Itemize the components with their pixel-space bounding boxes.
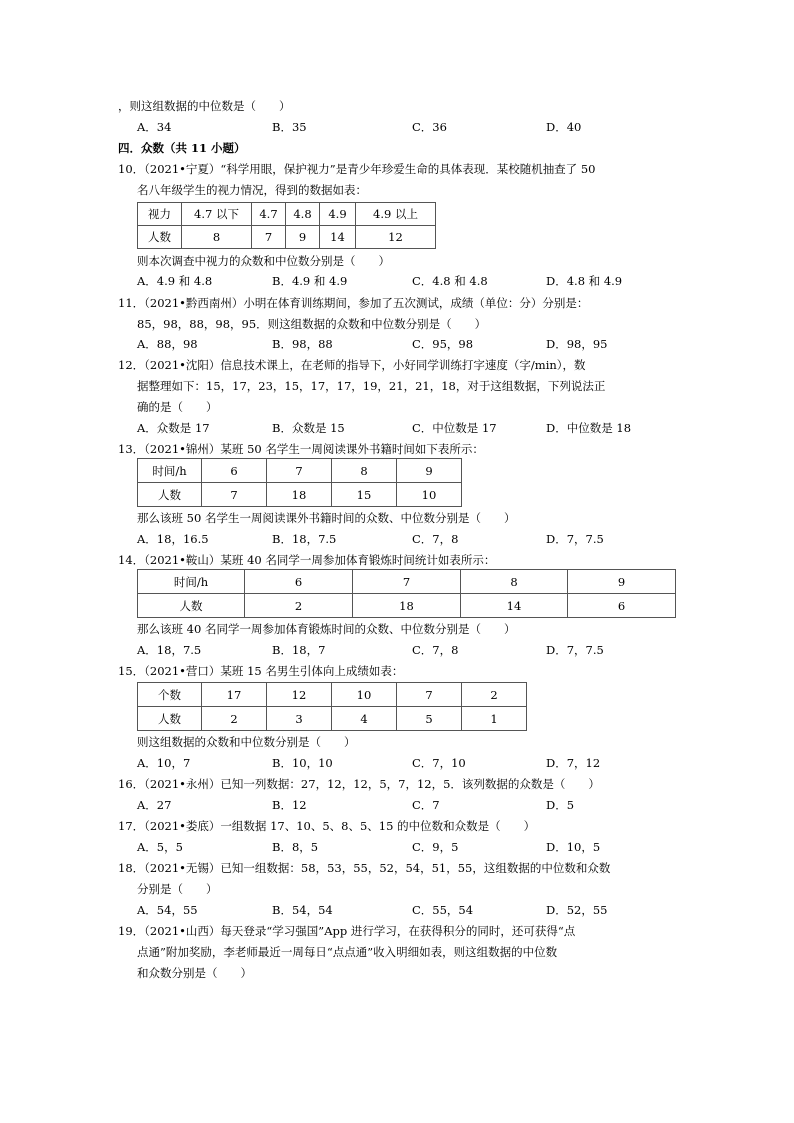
option-c: C．中位数是 17 (412, 421, 497, 435)
q13-table (137, 458, 462, 507)
q18-line2: 分别是（ ） (137, 882, 218, 896)
option-a: A．18，16.5 (137, 532, 209, 546)
q15-line1: 15．（2021•营口）某班 15 名男生引体向上成绩如表： (118, 664, 404, 678)
q12-options (137, 420, 632, 436)
q18-line1: 18．（2021•无锡）已知一组数据：58，53，55，52，54，51，55，这组数据的中位数和众数 (118, 861, 611, 875)
table-cell: 18 (353, 594, 461, 618)
table-cell: 2 (202, 707, 267, 731)
table-cell: 10 (332, 683, 397, 707)
table-cell: 人数 (138, 707, 202, 731)
table-cell: 人数 (138, 226, 182, 249)
option-b: B．众数是 15 (272, 421, 345, 435)
option-c: C．55，54 (412, 903, 474, 917)
table-cell: 3 (267, 707, 332, 731)
option-d: D．7，12 (546, 756, 601, 770)
table-row (138, 226, 436, 249)
option-c: C．7 (412, 798, 440, 812)
table-cell: 7 (252, 226, 286, 249)
table-cell: 人数 (138, 483, 202, 507)
q19-line2: 点通”附加奖励，李老师最近一周每日“点点通”收入明细如表，则这组数据的中位数 (137, 945, 558, 959)
option-d: D．52，55 (546, 903, 608, 917)
table-cell: 时间/h (138, 459, 202, 483)
option-d: D．中位数是 18 (546, 421, 632, 435)
table-cell: 2 (245, 594, 353, 618)
table-cell: 1 (462, 707, 527, 731)
table-cell: 5 (397, 707, 462, 731)
table-cell: 视力 (138, 203, 182, 226)
table-cell: 6 (202, 459, 267, 483)
q14-line1: 14．（2021•鞍山）某班 40 名同学一周参加体育锻炼时间统计如表所示： (118, 553, 496, 567)
table-row (138, 683, 527, 707)
q13-options (137, 531, 604, 547)
option-d: D．7，7.5 (546, 643, 604, 657)
option-a: A．18，7.5 (137, 643, 202, 657)
option-d: D．5 (546, 798, 575, 812)
table-cell: 7 (397, 683, 462, 707)
table-row (138, 483, 462, 507)
table-cell: 时间/h (138, 570, 245, 594)
option-c: C．7，10 (412, 756, 466, 770)
table-cell: 9 (286, 226, 320, 249)
q9-tail-text: ，则这组数据的中位数是（ ） (118, 99, 291, 113)
q14-line2: 那么该班 40 名同学一周参加体育锻炼时间的众数、中位数分别是（ ） (137, 622, 516, 636)
q18-options (137, 902, 608, 918)
q15-line2: 则这组数据的众数和中位数分别是（ ） (137, 735, 356, 749)
table-cell: 17 (202, 683, 267, 707)
table-cell: 14 (461, 594, 568, 618)
table-cell: 2 (462, 683, 527, 707)
table-cell: 12 (356, 226, 436, 249)
table-cell: 7 (267, 459, 332, 483)
section-heading: 四．众数（共 11 小题） (118, 141, 246, 155)
table-cell: 12 (267, 683, 332, 707)
table-row (138, 594, 676, 618)
q11-line1: 11．（2021•黔西南州）小明在体育训练期间，参加了五次测试，成绩（单位：分）分别是： (118, 296, 589, 310)
table-cell: 9 (397, 459, 462, 483)
table-cell: 4.7 以下 (182, 203, 252, 226)
option-b: B．4.9 和 4.9 (272, 274, 348, 288)
q12-line1: 12．（2021•沈阳）信息技术课上，在老师的指导下，小好同学训练打字速度（字/min），数 (118, 358, 586, 372)
option-b: B．8，5 (272, 840, 319, 854)
option-b: B．35 (272, 120, 307, 134)
table-row (138, 203, 436, 226)
option-c: C．7，8 (412, 532, 459, 546)
table-row (138, 707, 527, 731)
q10-line2: 名八年级学生的视力情况，得到的数据如表： (137, 183, 367, 197)
option-a: A．34 (137, 120, 172, 134)
option-a: A．27 (137, 798, 172, 812)
q10-line1: 10．（2021•宁夏）“科学用眼，保护视力”是青少年珍爱生命的具体表现．某校随机抽查了 50 (118, 162, 596, 176)
table-cell: 个数 (138, 683, 202, 707)
option-a: A．4.9 和 4.8 (137, 274, 213, 288)
q10-options (137, 273, 623, 289)
q17-line1: 17．（2021•娄底）一组数据 17、10、5、8、5、15 的中位数和众数是（ ） (118, 819, 536, 833)
option-d: D．98，95 (546, 337, 608, 351)
option-c: C．9，5 (412, 840, 459, 854)
option-c: C．36 (412, 120, 447, 134)
q16-line1: 16．（2021•永州）已知一列数据：27，12，12，5，7，12，5．该列数据的众数是（ ） (118, 777, 600, 791)
table-cell: 9 (568, 570, 676, 594)
q19-line3: 和众数分别是（ ） (137, 966, 252, 980)
option-b: B．12 (272, 798, 307, 812)
table-cell: 6 (568, 594, 676, 618)
option-a: A．众数是 17 (137, 421, 210, 435)
q13-line1: 13．（2021•锦州）某班 50 名学生一周阅读课外书籍时间如下表所示： (118, 442, 484, 456)
table-cell: 7 (202, 483, 267, 507)
option-a: A．5，5 (137, 840, 183, 854)
option-b: B．54，54 (272, 903, 333, 917)
q10-line3: 则本次调查中视力的众数和中位数分别是（ ） (137, 254, 390, 268)
table-cell: 4 (332, 707, 397, 731)
table-cell: 14 (320, 226, 356, 249)
option-b: B．10，10 (272, 756, 333, 770)
option-d: D．7，7.5 (546, 532, 604, 546)
option-b: B．98，88 (272, 337, 333, 351)
option-a: A．10，7 (137, 756, 191, 770)
q13-line2: 那么该班 50 名学生一周阅读课外书籍时间的众数、中位数分别是（ ） (137, 511, 516, 525)
option-c: C．4.8 和 4.8 (412, 274, 488, 288)
option-b: B．18，7 (272, 643, 326, 657)
option-c: C．95，98 (412, 337, 474, 351)
q12-line2: 据整理如下：15，17，23，15，17，17，19，21，21，18，对于这组数据，下列说法正 (137, 379, 606, 393)
option-c: C．7，8 (412, 643, 459, 657)
q15-options (137, 755, 601, 771)
q14-options (137, 642, 604, 658)
q15-table (137, 682, 527, 731)
table-cell: 10 (397, 483, 462, 507)
table-cell: 15 (332, 483, 397, 507)
q9-options (137, 119, 597, 135)
q14-table (137, 569, 676, 618)
q10-table (137, 202, 436, 249)
table-cell: 8 (182, 226, 252, 249)
table-cell: 4.7 (252, 203, 286, 226)
option-a: A．54，55 (137, 903, 198, 917)
table-cell: 4.8 (286, 203, 320, 226)
q16-options (137, 797, 597, 813)
table-cell: 4.9 以上 (356, 203, 436, 226)
table-row (138, 570, 676, 594)
table-cell: 7 (353, 570, 461, 594)
q19-line1: 19．（2021•山西）每天登录“学习强国”App 进行学习，在获得积分的同时，还可获得“点 (118, 924, 576, 938)
table-cell: 8 (461, 570, 568, 594)
table-cell: 18 (267, 483, 332, 507)
table-cell: 6 (245, 570, 353, 594)
table-cell: 4.9 (320, 203, 356, 226)
option-d: D．4.8 和 4.9 (546, 274, 623, 288)
q11-line2: 85，98，88，98，95．则这组数据的众数和中位数分别是（ ） (137, 317, 487, 331)
table-row (138, 459, 462, 483)
table-cell: 人数 (138, 594, 245, 618)
option-d: D．40 (546, 120, 582, 134)
option-d: D．10，5 (546, 840, 601, 854)
q12-line3: 确的是（ ） (137, 400, 218, 414)
option-b: B．18，7.5 (272, 532, 337, 546)
q11-options (137, 336, 608, 352)
option-a: A．88，98 (137, 337, 198, 351)
q17-options (137, 839, 601, 855)
table-cell: 8 (332, 459, 397, 483)
